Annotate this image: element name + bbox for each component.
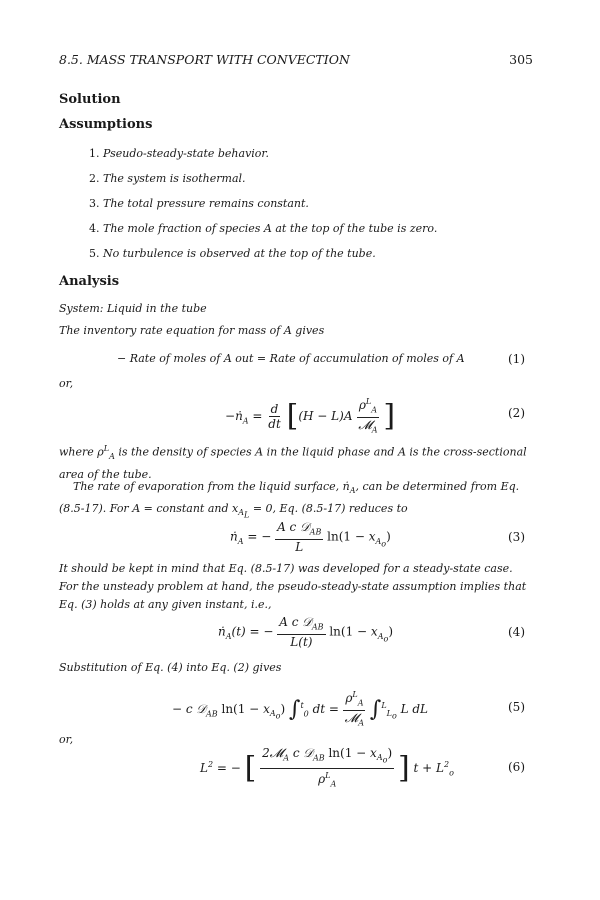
assumption-4 bbox=[89, 222, 437, 235]
assumption-2 bbox=[89, 172, 246, 185]
assumption-text: The mole fraction of species A at the top of the tube is zero. bbox=[103, 222, 438, 235]
rate-text-4: = 0, Eq. (8.5-17) reduces to bbox=[249, 502, 408, 516]
rate-text-2: , can be determined from Eq. bbox=[355, 480, 520, 493]
substitution-line: Substitution of Eq. (4) into Eq. (2) gives bbox=[59, 661, 282, 674]
equation-1: − Rate of moles of A out = Rate of accumulation of moles of A bbox=[117, 352, 465, 365]
assumption-num: 3. bbox=[89, 197, 100, 210]
assumption-5 bbox=[89, 247, 376, 260]
flux-fraction: $\frac{A c 𝒟_{AB}}{L}$ bbox=[277, 520, 322, 555]
where-text-1: where ρ bbox=[59, 445, 104, 459]
d-dt-fraction: $\frac{d}{dt}$ bbox=[268, 401, 281, 431]
assumptions-heading: Assumptions bbox=[59, 117, 153, 132]
rate-paragraph: The rate of evaporation from the liquid surface, ṅ$_A$, can be determined from Eq. (8.5-17). For A = constant and $x_{A_L} = 0$, Eq. (8.5-17) reduces to bbox=[59, 480, 520, 520]
analysis-heading: Analysis bbox=[59, 274, 120, 289]
equation-number-2: (2) bbox=[508, 406, 525, 420]
kept-line-2: For the unsteady problem at hand, the pseudo-steady-state assumption implies that bbox=[59, 580, 527, 593]
solution-heading: Solution bbox=[59, 92, 121, 107]
assumption-3 bbox=[89, 197, 309, 210]
equation-6: $L^2$ = − [ $\frac{2𝓜_A c 𝒟_{AB} \ln(1 - x_{A_o})}{\rho^L_A}$ ] $t + L^2_o$ bbox=[200, 746, 454, 791]
equation-number-3: (3) bbox=[508, 530, 525, 544]
kept-paragraph bbox=[59, 560, 533, 614]
or-1: or, bbox=[59, 377, 74, 390]
where-text-2: is the density of species A in the liquid phase and A is the cross-sectional bbox=[114, 445, 527, 459]
where-paragraph: where $\rho^L_A$ is the density of species A in the liquid phase and A is the cross-sectional area of the tube. bbox=[59, 444, 527, 481]
assumption-num: 4. bbox=[89, 222, 100, 235]
main-fraction-6: $\frac{2𝓜_A c 𝒟_{AB} \ln(1 - x_{A_o})}{\rho^L_A}$ bbox=[262, 746, 393, 789]
assumption-text: Pseudo-steady-state behavior. bbox=[103, 147, 269, 160]
assumption-num: 5. bbox=[89, 247, 100, 260]
system-line: System: Liquid in the tube bbox=[59, 302, 207, 315]
equation-number-4: (4) bbox=[508, 625, 525, 639]
equation-number-1: (1) bbox=[508, 352, 525, 366]
assumption-text: No turbulence is observed at the top of the tube. bbox=[103, 247, 376, 260]
where-text-3: area of the tube. bbox=[59, 467, 152, 481]
rho-over-M-fraction: $\frac{\rho^L_A}{𝓜_A}$ bbox=[358, 397, 378, 435]
running-header bbox=[59, 52, 533, 67]
rho-over-M-fraction-5: $\frac{\rho^L_A}{𝓜_A}$ bbox=[344, 690, 365, 728]
kept-line-1: It should be kept in mind that Eq. (8.5-17) was developed for a steady-state case. bbox=[59, 562, 513, 575]
equation-number-5: (5) bbox=[508, 700, 525, 714]
rate-text-3: (8.5-17). For A = constant and x bbox=[59, 502, 239, 516]
equation-3: ṅ$_A$ = − $\frac{A c 𝒟_{AB}}{L}$ $\ln(1 - x_{A_o})$ bbox=[230, 520, 391, 555]
equation-4: ṅ$_A$(t) = − $\frac{A c 𝒟_{AB}}{L(t)}$ $\ln(1 - x_{A_o})$ bbox=[218, 615, 393, 650]
equation-5: − c 𝒟$_{AB}$ $\ln(1 - x_{A_o})$ ∫$^t_0$ dt = $\frac{\rho^L_A}{𝓜_A}$ ∫$^L_{L_o}$ L dL bbox=[172, 688, 428, 731]
rate-text-1: The rate of evaporation from the liquid surface, ṅ bbox=[73, 480, 350, 493]
equation-number-6: (6) bbox=[508, 760, 525, 774]
assumption-num: 1. bbox=[89, 147, 100, 160]
assumption-num: 2. bbox=[89, 172, 100, 185]
assumption-text: The total pressure remains constant. bbox=[103, 197, 309, 210]
equation-2: −ṅ$_A$ = $\frac{d}{dt}$ [(H − L)A $\frac{\rho^L_A}{𝓜_A}$ ] bbox=[225, 395, 395, 438]
kept-line-3: Eq. (3) holds at any given instant, i.e., bbox=[59, 598, 272, 611]
page-number: 305 bbox=[509, 52, 533, 67]
or-2: or, bbox=[59, 733, 74, 746]
flux-fraction-t: $\frac{A c 𝒟_{AB}}{L(t)}$ bbox=[279, 615, 324, 650]
header-title: 8.5. MASS TRANSPORT WITH CONVECTION bbox=[59, 52, 350, 67]
assumption-1 bbox=[89, 147, 269, 160]
assumption-text: The system is isothermal. bbox=[103, 172, 246, 185]
inventory-line: The inventory rate equation for mass of A gives bbox=[59, 324, 325, 337]
